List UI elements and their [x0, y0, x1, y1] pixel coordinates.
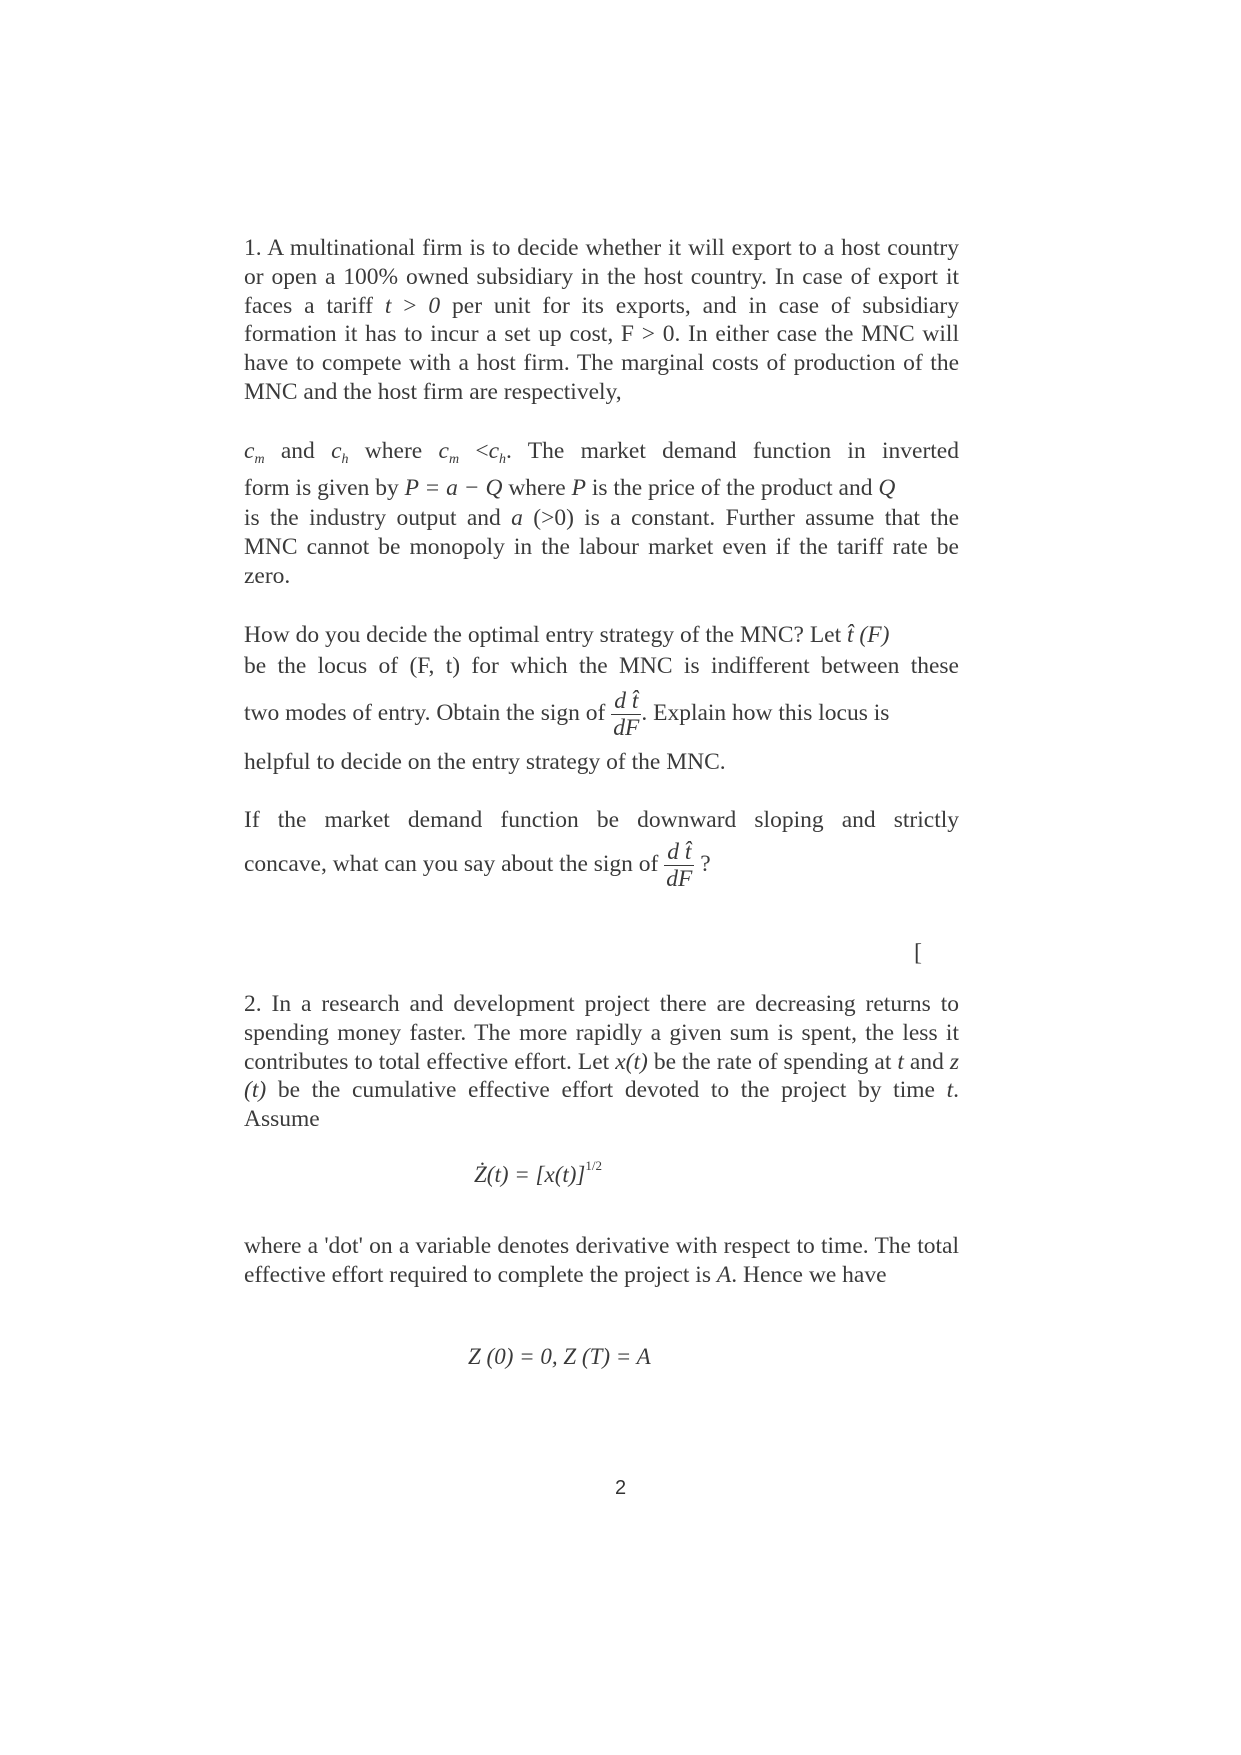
- equation-boundary: Z (0) = 0, Z (T) = A: [468, 1344, 651, 1369]
- equation-effort-rate: Ż(t) = $[x(t)]^{1/2}$: [474, 1158, 602, 1187]
- q1-intro-end: is the industry output and a (>0) is a constant. Further assume that the MNC cannot be monopoly in the labour market even if the tariff rate be zero.: [244, 505, 959, 589]
- marks-bracket: [: [914, 940, 922, 966]
- q1-para2-line1: How do you decide the optimal entry strategy of the MNC? Let t̂ (F): [244, 622, 890, 648]
- q1-demand-line: form is given by P = a − Q where P is the price of the product and Q: [244, 475, 896, 501]
- q2-intro: 2. In a research and development project there are decreasing returns to spending money faster. The more rapidly a given sum is spent, the less it contributes to total effective effort. Let x(t) be the rate of spending at t and z (t) be the cumulative effective effort devoted to the project by time t. Assume: [244, 991, 959, 1133]
- q1-para2-line4: helpful to decide on the entry strategy of the MNC.: [244, 749, 726, 775]
- page-number: 2: [614, 1477, 627, 1499]
- derivative-fraction: $\frac{\text{d t̂}}{dF}$: [613, 688, 640, 741]
- q1-intro: 1. A multinational firm is to decide whether it will export to a host country or open a 100% owned subsidiary in the host country. In case of export it faces a tariff t > 0 per unit for its exports, and in case of subsidiary formation it has to incur a set up cost, F > 0. In either case the MNC will have to compete with a host firm. The marginal costs of production of the MNC and the host firm are respectively,: [244, 235, 959, 405]
- q1-para2-line2: be the locus of (F, t) for which the MNC is indifferent between these: [244, 653, 959, 679]
- q1-para3-line2: concave, what can you say about the sign of $\frac{\text{d t̂}}{dF}$ ?: [244, 839, 711, 892]
- q1-costs-line: $c_m$ and $c_h$ where $c_m <c_h$. The market demand function in inverted: [244, 438, 959, 467]
- derivative-fraction: $\frac{\text{d t̂}}{dF}$: [666, 839, 693, 892]
- q2-dot-note: where a 'dot' on a variable denotes derivative with respect to time. The total effective effort required to complete the project is A. Hence we have: [244, 1233, 959, 1288]
- q1-para3-line1: If the market demand function be downward sloping and strictly: [244, 807, 959, 833]
- q1-para2-line3: two modes of entry. Obtain the sign of $\frac{\text{d t̂}}{dF}$ . Explain how this locus is: [244, 688, 890, 741]
